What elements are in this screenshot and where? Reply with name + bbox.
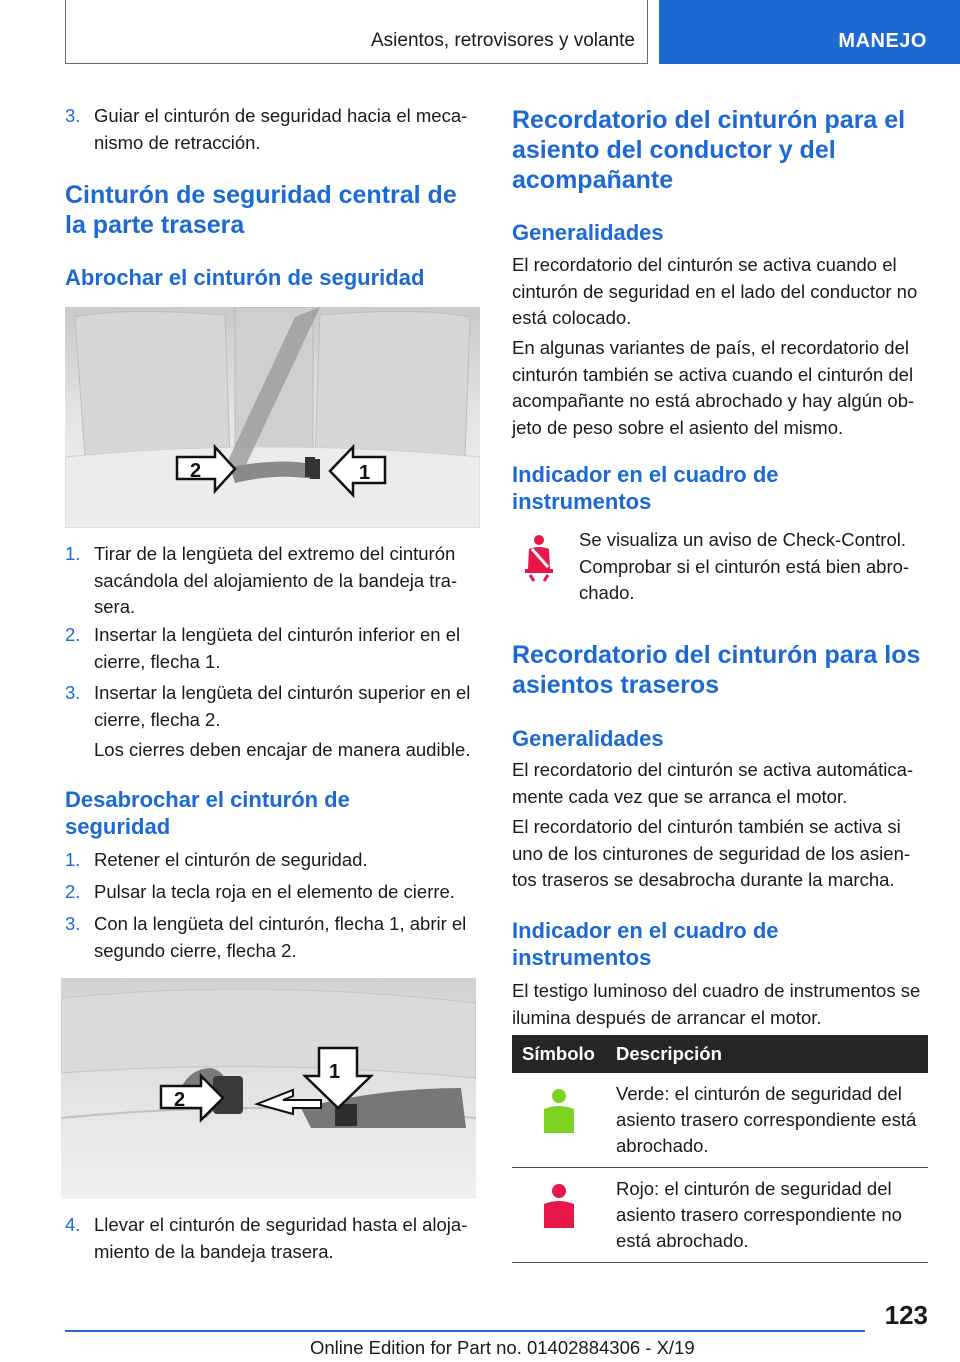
list-number: 4.: [65, 1214, 81, 1235]
heading-fasten: Abrochar el cinturón de seguridad: [65, 265, 425, 290]
general-1-paragraph-1: El recordatorio del cinturón se activa cuando el cinturón de seguridad en el lado del conductor no está colocado.: [512, 254, 918, 328]
seatbelt-unfastened-icon: [542, 1182, 576, 1232]
list-number: 1.: [65, 849, 81, 870]
rear-seat-belt-photo-1: [65, 307, 480, 528]
table-cell-description: Verde: el cinturón de seguridad del asiento trasero correspondiente está abrochado.: [606, 1073, 928, 1168]
list-number: 3.: [65, 682, 81, 703]
table-cell-description: Rojo: el cinturón de seguridad del asiento trasero correspondiente no está abrochado.: [606, 1168, 928, 1263]
table-row: [512, 1073, 928, 1168]
table-row: [512, 1168, 928, 1263]
arrow-label-2: 2: [190, 460, 202, 482]
list-number: 1.: [65, 543, 81, 564]
arrow-label-2: 2: [174, 1089, 186, 1111]
section-tab-label: MANEJO: [838, 30, 927, 52]
edition-text: Online Edition for Part no. 01402884306 - X/19: [310, 1337, 695, 1358]
list-text: Insertar la lengüeta del cinturón superior en el cierre, flecha 2.: [94, 682, 471, 730]
arrow-label-1: 1: [329, 1061, 341, 1083]
column-header-symbol: Símbolo: [512, 1035, 606, 1073]
heading-unfasten: Desabrochar el cinturón de seguridad: [65, 787, 350, 839]
heading-general-2: Generalidades: [512, 726, 664, 751]
symbol-table: [512, 1035, 928, 1263]
heading-center-belt: Cinturón de seguridad central de la parte trasera: [65, 181, 457, 239]
heading-driver-reminder: Recordatorio del cinturón para el asiento del conductor y del acompañante: [512, 106, 906, 194]
seatbelt-ok-icon: [542, 1087, 576, 1137]
footer-divider: [65, 1330, 865, 1332]
list-number: 2.: [65, 881, 81, 902]
fasten-note: Los cierres deben encajar de manera audible.: [94, 739, 471, 760]
list-text: Tirar de la lengüeta del extremo del cinturón sacándola del alojamiento de la bandeja tra-sera.: [94, 543, 458, 617]
section-tab[interactable]: [659, 0, 960, 64]
seatbelt-warning-icon: [522, 533, 556, 583]
general-2-paragraph-1: El recordatorio del cinturón se activa automática-mente cada vez que se arranca el motor.: [512, 759, 914, 807]
heading-indicator-2: Indicador en el cuadro de instrumentos: [512, 918, 779, 970]
heading-indicator-1: Indicador en el cuadro de instrumentos: [512, 462, 779, 514]
list-text: Guiar el cinturón de seguridad hacia el meca- nismo de retracción.: [94, 105, 468, 153]
page-number: 123: [884, 1300, 928, 1330]
column-header-description: Descripción: [606, 1035, 928, 1073]
heading-general-1: Generalidades: [512, 220, 664, 245]
heading-rear-reminder: Recordatorio del cinturón para los asientos traseros: [512, 641, 921, 699]
list-text: Retener el cinturón de seguridad.: [94, 849, 368, 870]
list-number: 3.: [65, 105, 81, 126]
chapter-title: Asientos, retrovisores y volante: [370, 30, 635, 51]
header-box: [65, 0, 648, 64]
general-2-paragraph-2: El recordatorio del cinturón también se activa si uno de los cinturones de seguridad de los asien-tos traseros se desabrocha durante la marcha.: [512, 816, 911, 890]
list-text: Llevar el cinturón de seguridad hasta el aloja-miento de la bandeja trasera.: [94, 1214, 468, 1262]
general-1-paragraph-2: En algunas variantes de país, el recordatorio del cinturón también se activa cuando el cinturón del acompañante no está abrochado y hay algún ob-jeto de peso sobre el asiento del mismo.: [512, 337, 915, 438]
rear-seat-belt-photo-2: [61, 978, 476, 1199]
indicator-1-text: Se visualiza un aviso de Check-Control. Comprobar si el cinturón está bien abro-chado.: [579, 529, 910, 603]
list-number: 3.: [65, 913, 81, 934]
list-text: Pulsar la tecla roja en el elemento de cierre.: [94, 881, 455, 902]
indicator-2-text: El testigo luminoso del cuadro de instrumentos se ilumina después de arrancar el motor.: [512, 980, 921, 1028]
arrow-label-1: 1: [359, 462, 371, 484]
list-number: 2.: [65, 624, 81, 645]
list-text: Insertar la lengüeta del cinturón inferior en el cierre, flecha 1.: [94, 624, 461, 672]
list-text: Con la lengüeta del cinturón, flecha 1, abrir el segundo cierre, flecha 2.: [94, 913, 467, 961]
